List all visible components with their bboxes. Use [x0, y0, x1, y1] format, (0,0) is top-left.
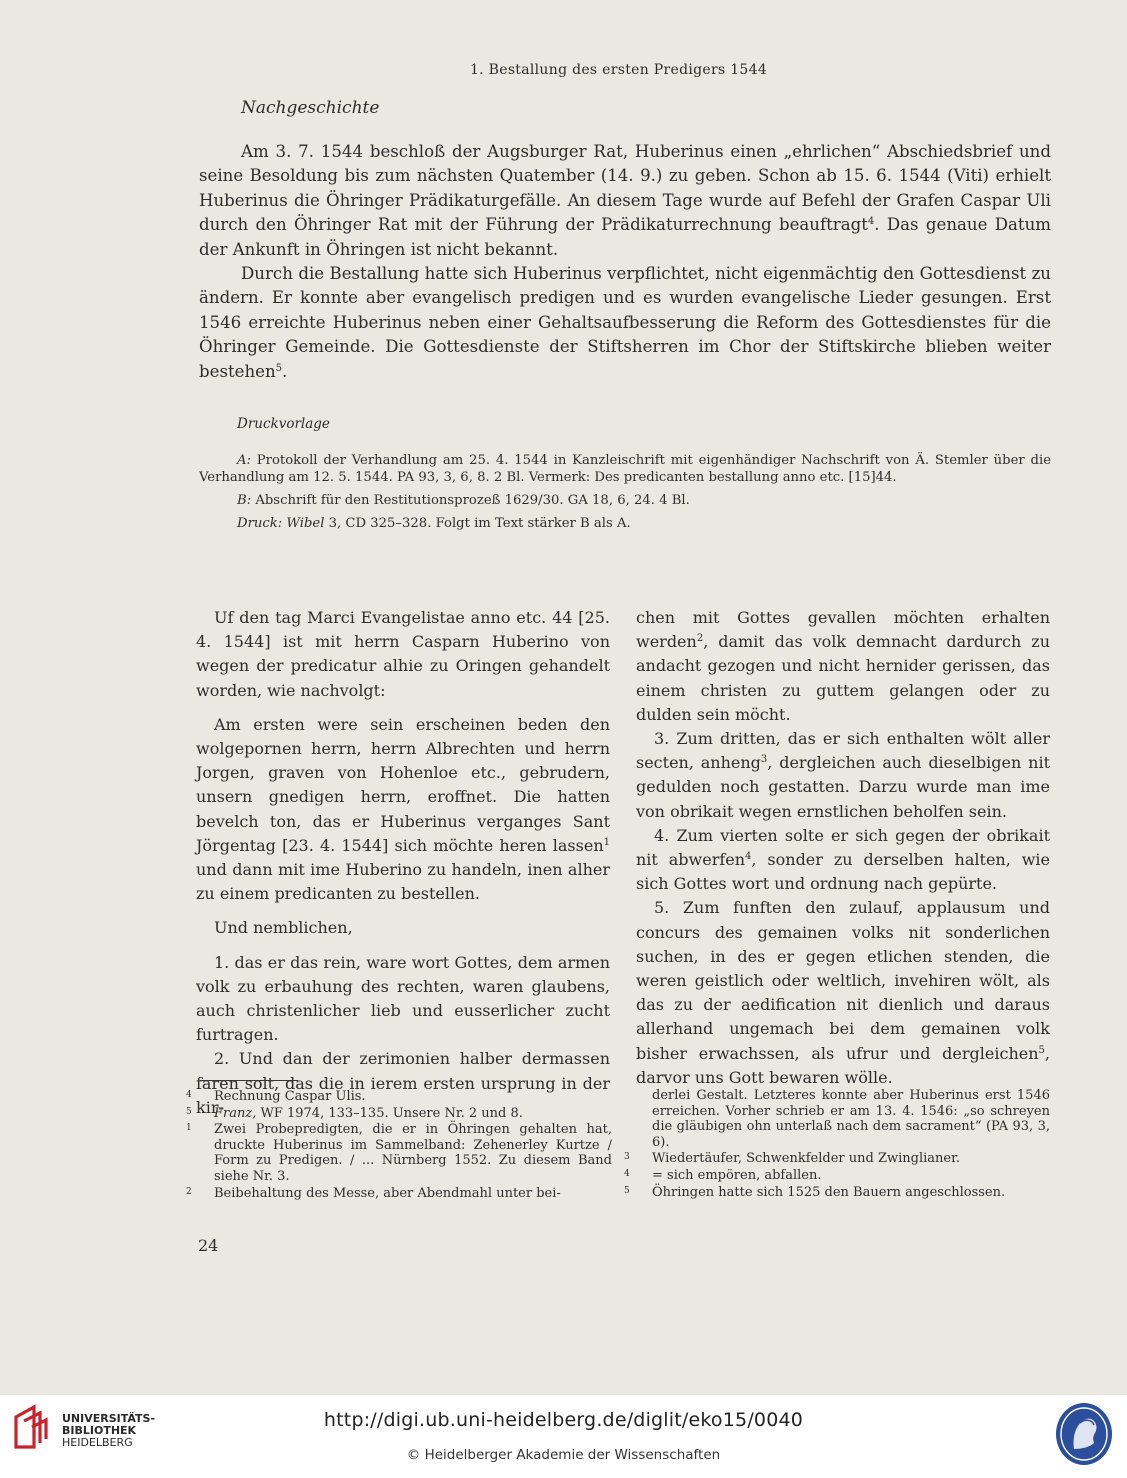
left-paragraph-2 — [196, 713, 610, 907]
source-a-text: Protokoll der Verhandlung am 25. 4. 1544 in Kanzleischrift mit eigenhändiger Nachschrift von Ä. Stemler über die Verhandlung am 12. 5. 1544. PA 93, 3, 6, 8. 2 Bl. Vermerk: Des predicanten bestallung anno etc. [15]44. — [199, 453, 1051, 485]
footnote-ref[interactable]: 5 — [275, 362, 283, 374]
intro-p2-text: Durch die Bestallung hatte sich Huberinus verpflichtet, nicht eigenmächtig den Gottesdienst zu ändern. Er konnte aber evangelisch predigen und es wurden evangelische Lieder gesungen. Erst 1546 erreichte Huberinus neben einer Gehaltsaufbesserung die Reform des Gottesdienstes für die Öhringer Gemeinde. Die Gottesdienste der Stiftsherren im Chor der Stiftskirche blieben weiter bestehen — [199, 264, 1051, 381]
left-paragraph-5: 2. Und dan der zerimonien halber dermassen faren solt, das die in ierem ersten ursprung in der kir- — [196, 1049, 610, 1117]
viewer-footer — [0, 1395, 1127, 1478]
left-p2-text: Am ersten were sein erscheinen beden den wolgepornen herrn, herrn Albrechten und herrn Jorgen, graven von Hohenloe etc., gebrudern, unsern gnedigen herrn, eroffnet. Die hatten bevelch ton, das er Huberinus verganges Sant Jörgentag [23. 4. 1544] sich möchte heren lassen — [196, 714, 610, 855]
footnote-ref[interactable]: 3 — [760, 754, 768, 766]
footnote-text: Rechnung Caspar Ulis. — [214, 1089, 366, 1104]
footnote-rule — [200, 1080, 298, 1081]
intro-paragraph-2 — [199, 262, 1051, 384]
right-p1-text: chen mit Gottes gevallen möchten erhalten werden — [636, 608, 1050, 652]
footnote-ref[interactable]: 4 — [867, 216, 875, 228]
footnote-text: Öhringen hatte sich 1525 den Bauern angeschlossen. — [652, 1184, 1006, 1200]
section-heading: Nachgeschichte — [241, 98, 380, 118]
druck-label: Druck: — [237, 516, 283, 531]
right-p4-tail: , darvor uns Gott bewaren wölle. — [636, 1043, 1050, 1087]
footnote-mark: 5 — [624, 1185, 630, 1196]
right-paragraph-1 — [636, 606, 1050, 727]
footnotes-right — [624, 1088, 1050, 1200]
footnote — [624, 1167, 1050, 1184]
right-paragraph-4 — [636, 896, 1050, 1090]
footnote — [186, 1105, 612, 1122]
footnote-continuation: derlei Gestalt. Letzteres konnte aber Huberinus erst 1546 erreichen. Vorher schrieb er am 13. 4. 1546: „so schreyen die gläubigen ohn unterlaß nach dem sacrament“ (PA 93, 3, 6). — [652, 1088, 1050, 1150]
footnote-mark: 3 — [624, 1152, 630, 1163]
academy-seal-icon[interactable] — [1054, 1401, 1114, 1467]
source-b-siglum: B: — [237, 493, 252, 508]
intro-p2-tail: . — [282, 361, 288, 381]
running-header: 1. Bestallung des ersten Predigers 1544 — [469, 62, 768, 78]
source-b — [199, 492, 1051, 509]
permalink-url[interactable]: http://digi.ub.uni-heidelberg.de/diglit/eko15/0040 — [323, 1409, 804, 1431]
footnote-text: Zwei Probepredigten, die er in Öhringen gehalten hat, druckte Huberinus im Sammelband: Zehenerley Kurtze / Form zu Predigen. / ... Nürnberg 1552. Zu diesem Band siehe Nr. 3. — [214, 1122, 612, 1184]
left-paragraph-3: Und nemblichen, — [214, 918, 353, 938]
footnote-ref[interactable]: 2 — [696, 633, 704, 645]
footnote — [624, 1150, 1050, 1167]
right-p3-tail: , sonder zu derselben halten, wie sich Gottes wort und ordnung nach gepürte. — [636, 850, 1050, 894]
footnote — [624, 1184, 1050, 1201]
left-paragraph-1: Uf den tag Marci Evangelistae anno etc. 44 [25. 4. 1544] ist mit herrn Casparn Huberino von wegen der predicatur alhie zu Oringen gehandelt worden, wie nachvolgt: — [196, 608, 610, 700]
druck-author: Wibel — [286, 516, 325, 531]
source-a-siglum: A: — [237, 453, 251, 468]
footnote-text: Beibehaltung des Messe, aber Abendmahl unter bei- — [214, 1185, 561, 1201]
footnote-mark: 2 — [186, 1186, 192, 1197]
source-a — [199, 452, 1051, 486]
footnote — [186, 1121, 612, 1184]
intro-text — [199, 140, 1051, 384]
footnote — [186, 1088, 612, 1105]
footnote-author: Franz, — [214, 1105, 257, 1121]
footnote-text: WF 1974, 133–135. Unsere Nr. 2 und 8. — [256, 1105, 523, 1121]
right-paragraph-3 — [636, 824, 1050, 897]
intro-p1-text: Am 3. 7. 1544 beschloß der Augsburger Rat, Huberinus einen „ehrlichen“ Abschiedsbrief und seine Besoldung bis zum nächsten Quatember (14. 9.) zu geben. Schon ab 15. 6. 1544 (Viti) erhielt Huberinus die Öhringer Prädikaturgefälle. An diesem Tage wurde auf Befehl der Grafen Caspar Uli durch den Öhringer Rat mit der Führung der Prädikaturrechnung beauftragt — [199, 142, 1051, 235]
page-number: 24 — [198, 1236, 219, 1255]
intro-paragraph-1 — [199, 140, 1051, 262]
footnote-text: = sich empören, abfallen. — [652, 1167, 822, 1183]
footnote — [186, 1185, 612, 1202]
footnote-ref[interactable]: 5 — [1038, 1044, 1045, 1056]
druck-text: 3, CD 325–328. Folgt im Text stärker B als A. — [328, 516, 631, 531]
right-p2-tail: , dergleichen auch dieselbigen nit gedulden noch gestatten. Darzu wurde man ime von obrikait wegen ernstlichen beholfen sein. — [636, 753, 1050, 821]
right-paragraph-2 — [636, 727, 1050, 824]
source-druck — [199, 515, 1051, 532]
footnote-mark: 4 — [624, 1168, 630, 1179]
footnote-text: Wiedertäufer, Schwenkfelder und Zwinglianer. — [652, 1151, 961, 1167]
source-list — [199, 452, 1051, 538]
intro-p1-tail: . Das genaue Datum der Ankunft in Öhringen ist nicht bekannt. — [199, 215, 1051, 259]
druckvorlage-heading: Druckvorlage — [237, 416, 330, 432]
footnotes-left — [186, 1088, 612, 1201]
copyright-credit: © Heidelberger Akademie der Wissenschaften — [406, 1447, 721, 1463]
library-name-line: UNIVERSITÄTS- — [62, 1412, 156, 1425]
footnote-mark: 4 — [186, 1090, 192, 1100]
footnote-mark: 5 — [186, 1106, 192, 1117]
main-text-left-column — [186, 606, 610, 1120]
library-name-line: BIBLIOTHEK — [62, 1424, 137, 1437]
footnote-ref[interactable]: 1 — [603, 836, 610, 848]
footnote-mark: 1 — [186, 1123, 192, 1134]
left-paragraph-4: 1. das er das rein, ware wort Gottes, dem armen volk zu erbauhung des rechten, waren glaubens, auch christenlicher lieb und eusserlicher zucht furtragen. — [196, 952, 610, 1045]
source-b-text: Abschrift für den Restitutionsprozeß 1629/30. GA 18, 6, 24. 4 Bl. — [255, 493, 690, 508]
footnote-ref[interactable]: 4 — [745, 851, 752, 863]
main-text-right-column — [636, 606, 1050, 1090]
right-p2-text: 3. Zum dritten, das er sich enthalten wölt aller secten, anheng — [636, 729, 1050, 773]
right-p4-text: 5. Zum funften den zulauf, applausum und concurs des gemainen volks nit sonderlichen suchen, in des er gegen etlichen stenden, die weren geistlich oder weltlich, invehiren wölt, als das zu der aedification nit dienlich und daraus allerhand ungemach bei dem gemainen volk bisher erwachssen, als ufrur und dergleichen — [636, 898, 1050, 1063]
left-p2-tail: und dann mit ime Huberino zu handeln, inen alher zu einem predicanten zu bestellen. — [196, 860, 610, 904]
library-name-line: HEIDELBERG — [62, 1436, 133, 1449]
right-p1-tail: , damit das volk demnacht dardurch zu andacht gezogen und nicht hernider gerissen, das einem christen zu guttem gelangen oder zu dulden sein möcht. — [636, 632, 1050, 724]
right-p3-text: 4. Zum vierten solte er sich gegen der obrikait nit abwerfen — [636, 825, 1050, 870]
